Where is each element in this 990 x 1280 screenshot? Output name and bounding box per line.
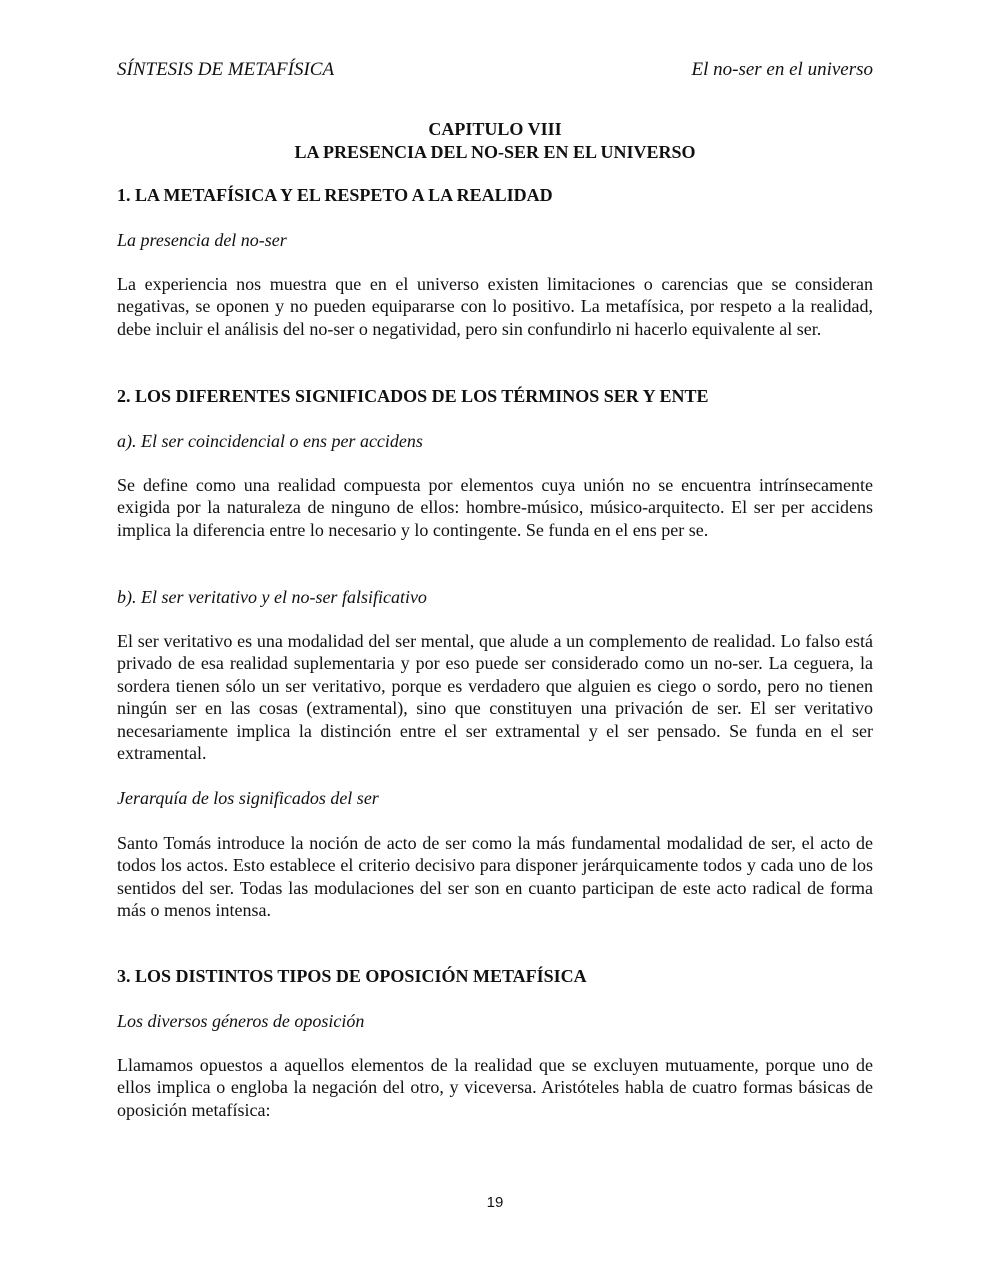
page-number: 19 [486, 1194, 504, 1211]
chapter-number: CAPITULO VIII [428, 119, 562, 139]
section-3-subheading: Los diversos géneros de oposición [117, 1011, 365, 1031]
section-2b-subheading: b). El ser veritativo y el no-ser falsificativo [117, 587, 427, 607]
section-2c-paragraph: Santo Tomás introduce la noción de acto de ser como la más fundamental modalidad de ser, el acto de todos los actos. Esto establece el criterio decisivo para disponer jerárquicamente todos y cada uno de los sentidos del ser. Todas las modulaciones del ser son en cuanto participan de este acto radical de forma más o menos intensa. [117, 833, 873, 921]
section-1-heading: 1. LA METAFÍSICA Y EL RESPETO A LA REALIDAD [117, 185, 553, 205]
section-1-paragraph: La experiencia nos muestra que en el universo existen limitaciones o carencias que se consideran negativas, se oponen y no pueden equipararse con lo positivo. La metafísica, por respeto a la realidad, debe incluir el análisis del no-ser o negatividad, pero sin confundirlo ni hacerlo equivalente al ser. [117, 274, 873, 339]
section-2a-subheading: a). El ser coincidencial o ens per accidens [117, 431, 423, 451]
section-1-subheading: La presencia del no-ser [117, 230, 287, 250]
section-2-heading: 2. LOS DIFERENTES SIGNIFICADOS DE LOS TÉRMINOS SER Y ENTE [117, 386, 709, 406]
chapter-title: LA PRESENCIA DEL NO-SER EN EL UNIVERSO [294, 142, 696, 162]
section-2b-paragraph: El ser veritativo es una modalidad del ser mental, que alude a un complemento de realidad. Lo falso está privado de esa realidad suplementaria y por eso puede ser considerado como un no-ser. La ceguera, la sordera tienen sólo un ser veritativo, porque es verdadero que alguien es ciego o sordo, pero no tienen ningún ser en las cosas (extramental), sino que constituyen una privación de ser. El ser veritativo necesariamente implica la distinción entre el ser extramental y el ser pensado. Se funda en el ser extramental. [117, 631, 873, 764]
chapter-heading [117, 118, 873, 164]
section-2c-subheading: Jerarquía de los significados del ser [117, 788, 379, 808]
header-chapter-topic: El no-ser en el universo [691, 59, 873, 80]
header-book-title: SÍNTESIS DE METAFÍSICA [117, 59, 335, 80]
section-2a-paragraph: Se define como una realidad compuesta por elementos cuya unión no se encuentra intrínsecamente exigida por la naturaleza de ninguno de ellos: hombre-músico, músico-arquitecto. El ser per accidens implica la diferencia entre lo necesario y lo contingente. Se funda en el ens per se. [117, 475, 873, 540]
section-3-heading: 3. LOS DISTINTOS TIPOS DE OPOSICIÓN METAFÍSICA [117, 966, 587, 986]
section-3-paragraph: Llamamos opuestos a aquellos elementos de la realidad que se excluyen mutuamente, porque uno de ellos implica o engloba la negación del otro, y viceversa. Aristóteles habla de cuatro formas básicas de oposición metafísica: [117, 1055, 873, 1120]
